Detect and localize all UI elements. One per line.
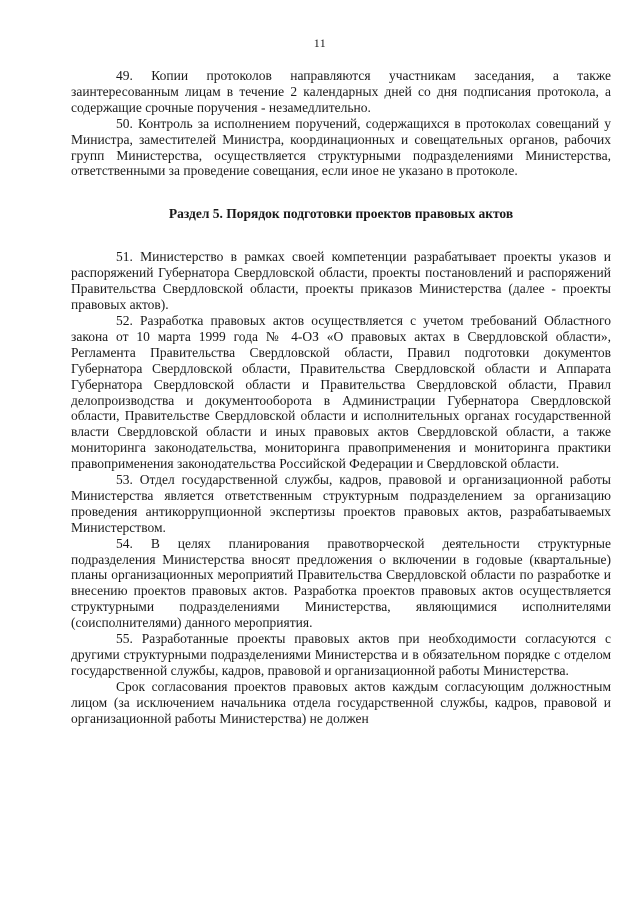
section-heading: Раздел 5. Порядок подготовки проектов правовых актов: [168, 206, 514, 222]
paragraph-51: 51. Министерство в рамках своей компетенции разрабатывает проекты указов и распоряжений Губернатора Свердловской области, проекты постановлений и распоряжений Правительства Свердловской области, проекты приказов Министерства (далее - проекты правовых актов).: [71, 249, 611, 313]
paragraph-54: 54. В целях планирования правотворческой деятельности структурные подразделения Министерства вносят предложения о включении в годовые (квартальные) планы организационных мероприятий Правительства Свердловской области по разработке и внесению проектов правовых актов. Разработка проектов правовых актов осуществляется структурными подразделениями Министерства, являющимися исполнителями (соисполнителями) данного мероприятия.: [71, 535, 611, 631]
document-body: [71, 68, 611, 727]
paragraph-49: 49. Копии протоколов направляются участникам заседания, а также заинтересованным лицам в течение 2 календарных дней со дня подписания протокола, а содержащие срочные поручения - незамедлительно.: [71, 68, 611, 115]
paragraph-53: 53. Отдел государственной службы, кадров, правовой и организационной работы Министерства является ответственным структурным подразделением за организацию проведения антикоррупционной экспертизы проектов правовых актов, разрабатываемых Министерством.: [71, 472, 611, 535]
paragraph-55: 55. Разработанные проекты правовых актов при необходимости согласуются с другими структурными подразделениями Министерства и в обязательном порядке с отделом государственной службы, кадров, правовой и организационной работы Министерства.: [71, 631, 611, 678]
paragraph-50: 50. Контроль за исполнением поручений, содержащихся в протоколах совещаний у Министра, заместителей Министра, координационных и совещательных органов, рабочих групп Министерства, осуществляется структурными подразделениями Министерства, ответственными за проведение совещания, если иное не указано в протоколе.: [71, 115, 611, 179]
paragraph-approval-deadline: Срок согласования проектов правовых актов каждым согласующим должностным лицом (за исключением начальника отдела государственной службы, кадров, правовой и организационной работы Министерства) не должен: [71, 678, 611, 726]
page-number: 11: [313, 36, 327, 50]
paragraph-52: 52. Разработка правовых актов осуществляется с учетом требований Областного закона от 10 марта 1999 года № 4-ОЗ «О правовых актах в Свердловской области», Регламента Правительства Свердловской области, Правил подготовки документов Губернатора Свердловской области, Правительства Свердловской области и Аппарата Губернатора Свердловской области и Правительства Свердловской области, Правил делопроизводства и документооборота в Администрации Губернатора Свердловской области, Правительстве Свердловской области и исполнительных органах государственной власти Свердловской области и иных правовых актов Свердловской области, а также мониторинга законодательства, мониторинга правоприменения и мониторинга практики правоприменения законодательства Российской Федерации и Свердловской области.: [71, 312, 611, 472]
